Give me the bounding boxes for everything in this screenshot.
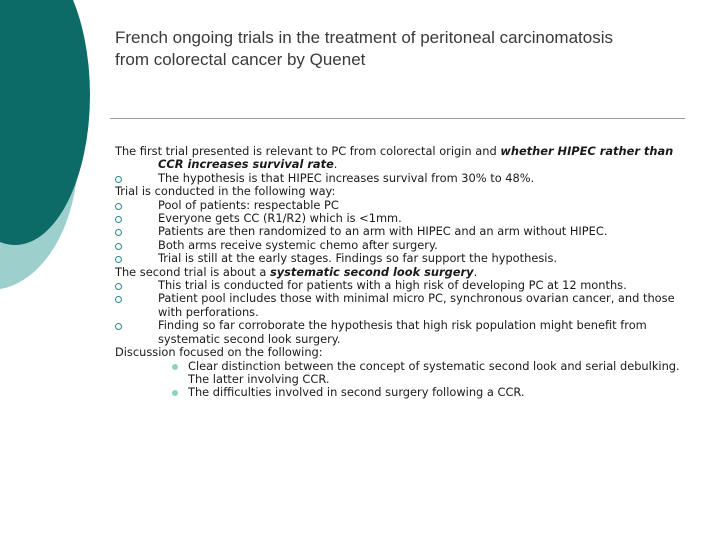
dot-bullet-icon: [172, 390, 178, 396]
list-item-text: Patients are then randomized to an arm with HIPEC and an arm without HIPEC.: [158, 224, 608, 239]
trial-conducted-line: Trial is conducted in the following way:: [115, 184, 336, 199]
intro-paragraph: [115, 145, 680, 172]
list-item-text: Trial is still at the early stages. Findings so far support the hypothesis.: [158, 251, 558, 266]
title-line-1: French ongoing trials in the treatment of peritoneal carcinomatosis: [115, 28, 613, 47]
list-item: [115, 225, 680, 238]
list-item: [115, 172, 680, 185]
page-title: [115, 27, 695, 71]
circle-bullet-icon: [115, 323, 122, 330]
discussion-line: Discussion focused on the following:: [115, 345, 323, 360]
slide-body: [115, 145, 680, 400]
dot-bullet-icon: [172, 364, 178, 370]
list-item: [115, 319, 680, 346]
list-item-text: Patient pool includes those with minimal micro PC, synchronous ovarian cancer, and those with perforations.: [158, 291, 675, 319]
list-item: [115, 386, 680, 399]
circle-bullet-icon: [115, 283, 122, 290]
list-item-text: Everyone gets CC (R1/R2) which is <1mm.: [158, 211, 402, 226]
circle-bullet-icon: [115, 243, 122, 250]
list-item: [115, 292, 680, 319]
list-item: [115, 199, 680, 212]
dark-teal-ellipse: [0, 0, 90, 245]
second-trial-text: The second trial is about a: [115, 264, 270, 279]
list-item: [115, 212, 680, 225]
intro-end: .: [333, 157, 338, 172]
intro-text: The first trial presented is relevant to PC from colorectal origin and: [115, 144, 501, 158]
circle-bullet-icon: [115, 176, 122, 183]
circle-bullet-icon: [115, 216, 122, 223]
hypothesis-text: The hypothesis is that HIPEC increases survival from 30% to 48%.: [158, 170, 535, 185]
intro-emphasis: whether HIPEC rather than CCR increases survival rate: [158, 144, 674, 172]
decorative-teal-shapes: [0, 0, 110, 300]
circle-bullet-icon: [115, 229, 122, 236]
circle-bullet-icon: [115, 296, 122, 303]
second-trial-emphasis: systematic second look surgery: [269, 264, 474, 279]
second-trial-paragraph: [115, 266, 680, 279]
list-item-text: Clear distinction between the concept of systematic second look and serial debulking. The latter involving CCR.: [188, 358, 680, 386]
list-item-text: Both arms receive systemic chemo after surgery.: [158, 237, 438, 252]
title-line-2: from colorectal cancer by Quenet: [115, 50, 366, 69]
second-trial-end: .: [473, 264, 478, 279]
circle-bullet-icon: [115, 203, 122, 210]
list-item: [115, 252, 680, 265]
list-item-text: Finding so far corroborate the hypothesis that high risk population might benefit from systematic second look surgery.: [158, 318, 647, 346]
list-item-text: Pool of patients: respectable PC: [158, 197, 339, 212]
title-divider: [110, 118, 685, 119]
list-item: [115, 239, 680, 252]
circle-bullet-icon: [115, 256, 122, 263]
list-item-text: The difficulties involved in second surgery following a CCR.: [188, 385, 525, 400]
list-item: [115, 360, 680, 387]
list-item: [115, 279, 680, 292]
list-item-text: This trial is conducted for patients with a high risk of developing PC at 12 months.: [158, 278, 627, 293]
